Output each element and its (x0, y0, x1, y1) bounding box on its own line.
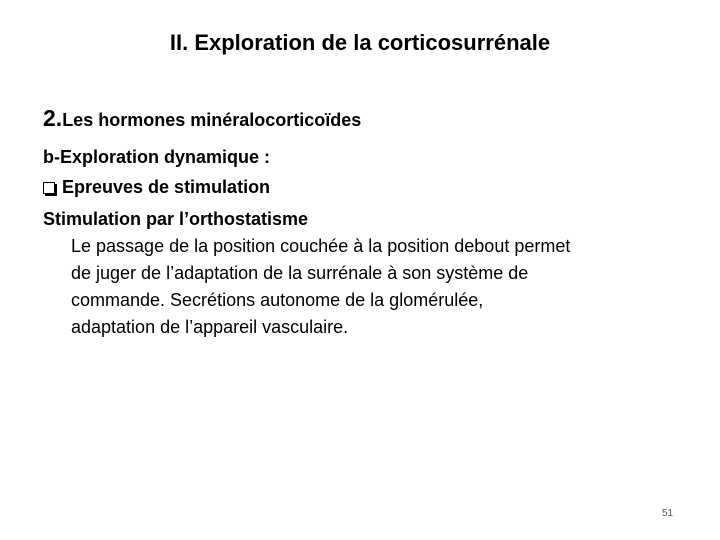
page-number: 51 (662, 508, 674, 519)
checkbox-bullet-icon (43, 182, 55, 194)
bullet-text: Epreuves de stimulation (62, 177, 271, 197)
bullet-item (43, 173, 270, 201)
paragraph-line: adaptation de l’appareil vasculaire. (71, 317, 349, 337)
body-paragraph (71, 233, 691, 341)
paragraph-line: commande. Secrétions autonome de la glomérulée, (71, 290, 484, 310)
section-number: 2. (43, 105, 63, 131)
subheading-dynamic-exploration: b-Exploration dynamique : (43, 147, 271, 167)
paragraph-line: Le passage de la position couchée à la position debout permet (71, 236, 571, 256)
paragraph-line: de juger de l’adaptation de la surrénale à son système de (71, 263, 529, 283)
section-heading (43, 103, 361, 137)
section-title: Les hormones minéralocorticoïdes (62, 110, 362, 130)
slide-title: II. Exploration de la corticosurrénale (169, 30, 551, 55)
stimulation-title: Stimulation par l’orthostatisme (43, 209, 309, 229)
